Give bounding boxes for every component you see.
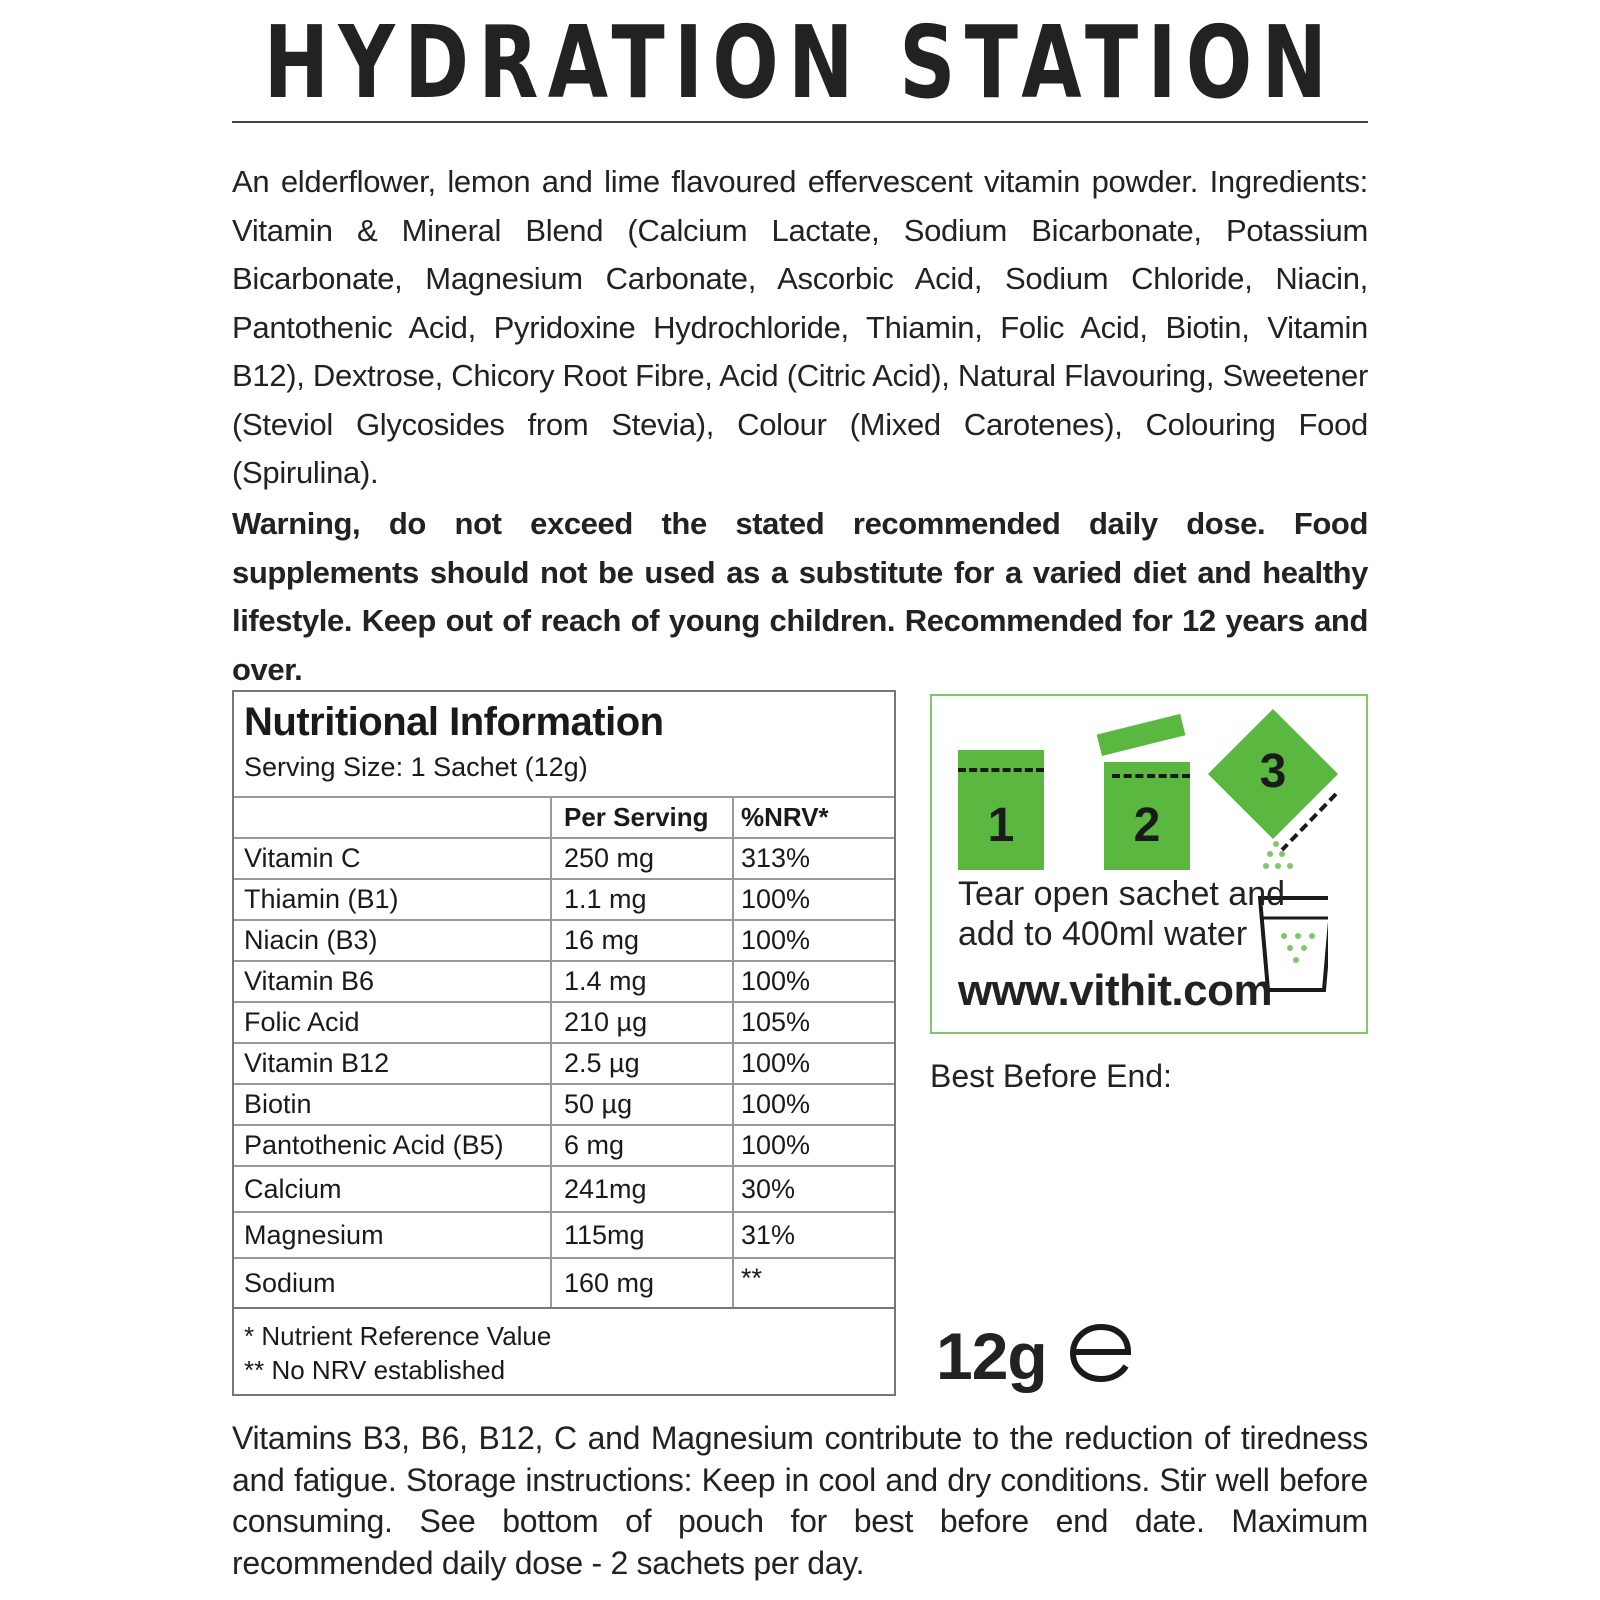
website-link[interactable]: www.vithit.com	[958, 966, 1273, 1015]
instruction-line-2: add to 400ml water	[958, 915, 1248, 953]
per-serving-value: 1.1 mg	[551, 879, 733, 920]
nrv-value: 100%	[733, 1043, 894, 1084]
nutrient-name: Biotin	[234, 1084, 551, 1125]
nrv-value: 31%	[733, 1212, 894, 1258]
preparation-instructions	[958, 874, 1285, 954]
per-serving-value: 210 µg	[551, 1002, 733, 1043]
step-1-number: 1	[987, 799, 1015, 852]
table-row	[234, 879, 894, 920]
table-row	[234, 838, 894, 879]
nutrition-heading: Nutritional Information	[244, 700, 664, 744]
nutrient-name: Calcium	[234, 1166, 551, 1212]
per-serving-value: 1.4 mg	[551, 961, 733, 1002]
per-serving-value: 115mg	[551, 1212, 733, 1258]
table-row	[234, 1212, 894, 1258]
nrv-value: 313%	[733, 838, 894, 879]
nrv-value: 100%	[733, 879, 894, 920]
tear-line	[1112, 774, 1190, 778]
table-row	[234, 961, 894, 1002]
nrv-value: 105%	[733, 1002, 894, 1043]
nrv-value: 100%	[733, 1125, 894, 1166]
step-3-number: 3	[1259, 745, 1287, 798]
instruction-line-1: Tear open sachet and	[958, 875, 1286, 913]
footnote-no-nrv: ** No NRV established	[244, 1355, 506, 1385]
table-row	[234, 1166, 894, 1212]
ingredients-paragraph: An elderflower, lemon and lime flavoured effervescent vitamin powder. Ingredients: Vitamin & Mineral Blend (Calcium Lactate, Sodium Bicarbonate, Potassium Bicarbonate, Magnesium Carbonate, Ascorbic Acid, Sodium Chloride, Niacin, Pantothenic Acid, Pyridoxine Hydrochloride, Thiamin, Folic Acid, Biotin, Vitamin B12), Dextrose, Chicory Root Fibre, Acid (Citric Acid), Natural Flavouring, Sweetener (Steviol Glycosides from Stevia), Colour (Mixed Carotenes), Colouring Food (Spirulina).	[232, 164, 1368, 490]
nutrient-name: Vitamin B12	[234, 1043, 551, 1084]
nutrient-name: Folic Acid	[234, 1002, 551, 1043]
nutrient-name: Thiamin (B1)	[234, 879, 551, 920]
step-1-sachet	[958, 750, 1044, 870]
nrv-value: 100%	[733, 920, 894, 961]
per-serving-value: 250 mg	[551, 838, 733, 879]
table-row	[234, 1258, 894, 1307]
product-title: HYDRATION STATION	[263, 4, 1337, 121]
best-before-label: Best Before End:	[930, 1058, 1172, 1094]
serving-size: Serving Size: 1 Sachet (12g)	[244, 752, 588, 782]
per-serving-value: 2.5 µg	[551, 1043, 733, 1084]
footnote-nrv: * Nutrient Reference Value	[244, 1321, 552, 1351]
nutrient-name: Sodium	[234, 1258, 551, 1307]
header-nrv: %NRV*	[733, 797, 894, 838]
nrv-value: 30%	[733, 1166, 894, 1212]
net-weight: 12g	[936, 1319, 1047, 1393]
header-per-serving: Per Serving	[551, 797, 733, 838]
table-row	[234, 920, 894, 961]
header-nutrient	[234, 797, 551, 838]
step-2-sachet	[1104, 762, 1190, 870]
nutrition-panel	[232, 690, 896, 1396]
per-serving-value: 6 mg	[551, 1125, 733, 1166]
title-divider	[232, 121, 1368, 123]
preparation-panel	[930, 694, 1368, 1034]
nrv-value: 100%	[733, 961, 894, 1002]
nutrient-name: Niacin (B3)	[234, 920, 551, 961]
table-row	[234, 1125, 894, 1166]
torn-top-strip	[1097, 714, 1186, 756]
nutrient-name: Vitamin C	[234, 838, 551, 879]
claims-paragraph: Vitamins B3, B6, B12, C and Magnesium contribute to the reduction of tiredness and fatigue. Storage instructions: Keep in cool and dry conditions. Stir well before consuming. See bottom of pouch for best before end date. Maximum recommended daily dose - 2 sachets per day.	[232, 1420, 1368, 1581]
nutrient-name: Magnesium	[234, 1212, 551, 1258]
nutrition-table	[234, 796, 894, 1307]
nrv-value: **	[733, 1258, 894, 1307]
table-header-row	[234, 797, 894, 838]
warning-paragraph: Warning, do not exceed the stated recommended daily dose. Food supplements should not be used as a substitute for a varied diet and healthy lifestyle. Keep out of reach of young children. Recommended for 12 years and over.	[232, 506, 1368, 687]
table-row	[234, 1084, 894, 1125]
table-row	[234, 1002, 894, 1043]
per-serving-value: 241mg	[551, 1166, 733, 1212]
estimated-sign-e-icon	[1068, 1322, 1134, 1384]
step-2-number: 2	[1133, 799, 1161, 852]
per-serving-value: 16 mg	[551, 920, 733, 961]
table-row	[234, 1043, 894, 1084]
nutrient-name: Vitamin B6	[234, 961, 551, 1002]
nutrition-footnotes	[234, 1307, 894, 1387]
nutrient-name: Pantothenic Acid (B5)	[234, 1125, 551, 1166]
tear-line	[958, 768, 1044, 772]
nrv-value: 100%	[733, 1084, 894, 1125]
per-serving-value: 50 µg	[551, 1084, 733, 1125]
per-serving-value: 160 mg	[551, 1258, 733, 1307]
